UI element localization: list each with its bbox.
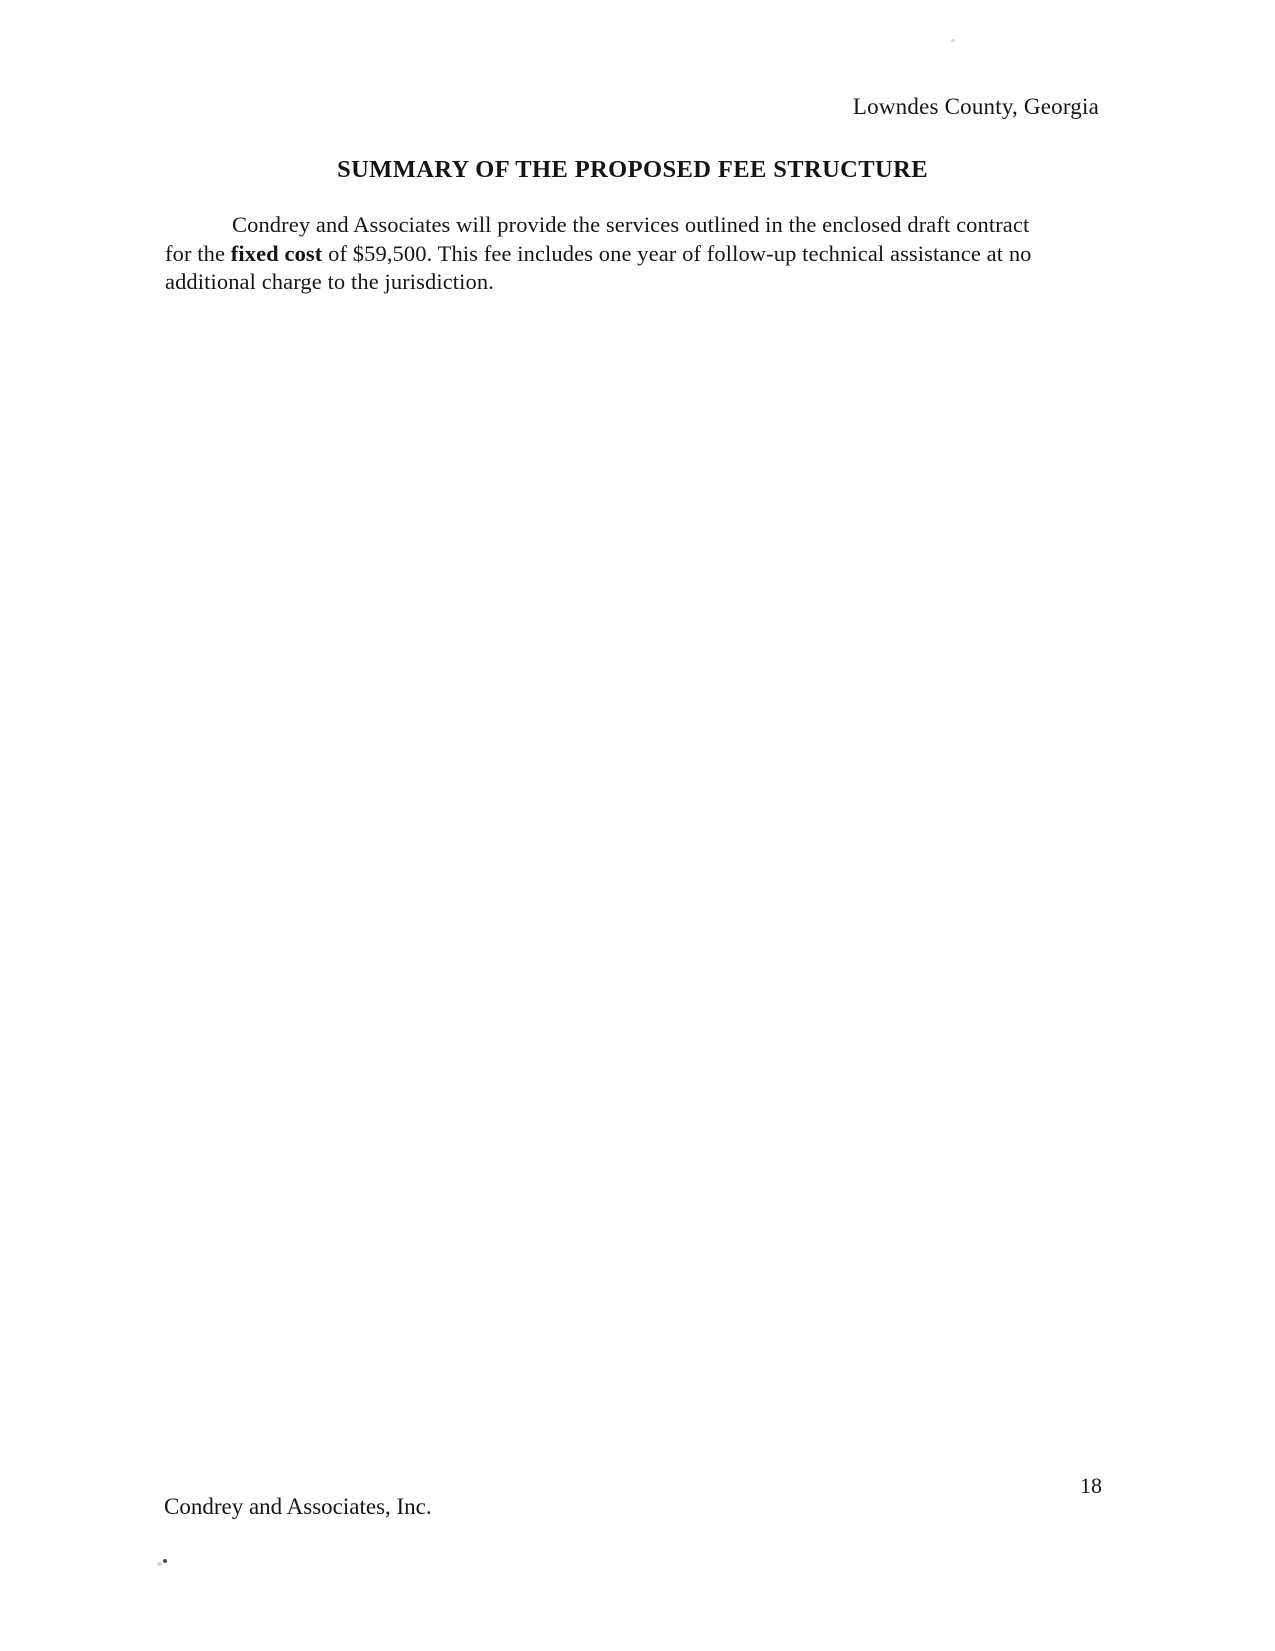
paragraph-text: for the	[165, 240, 231, 266]
fixed-cost-emphasis: fixed cost	[230, 240, 323, 266]
scan-speck	[157, 1562, 162, 1566]
paragraph-line-1	[165, 211, 1080, 240]
paragraph-line-3	[165, 268, 1080, 297]
page-number: 18	[1080, 1473, 1102, 1498]
header-location: Lowndes County, Georgia	[852, 94, 1099, 119]
paragraph-line-2	[165, 240, 1080, 269]
page-title: SUMMARY OF THE PROPOSED FEE STRUCTURE	[337, 156, 928, 183]
paragraph-text: additional charge to the jurisdiction.	[165, 269, 494, 294]
footer-company: Condrey and Associates, Inc.	[164, 1494, 432, 1519]
paragraph-text: of $59,500. This fee includes one year of follow-up technical assistance at no	[322, 240, 1032, 266]
scan-speck	[951, 39, 955, 42]
body-paragraph	[165, 211, 1080, 297]
scan-speck	[163, 1559, 167, 1563]
paragraph-text: Condrey and Associates will provide the services outlined in the enclosed draft contract	[232, 212, 1030, 237]
